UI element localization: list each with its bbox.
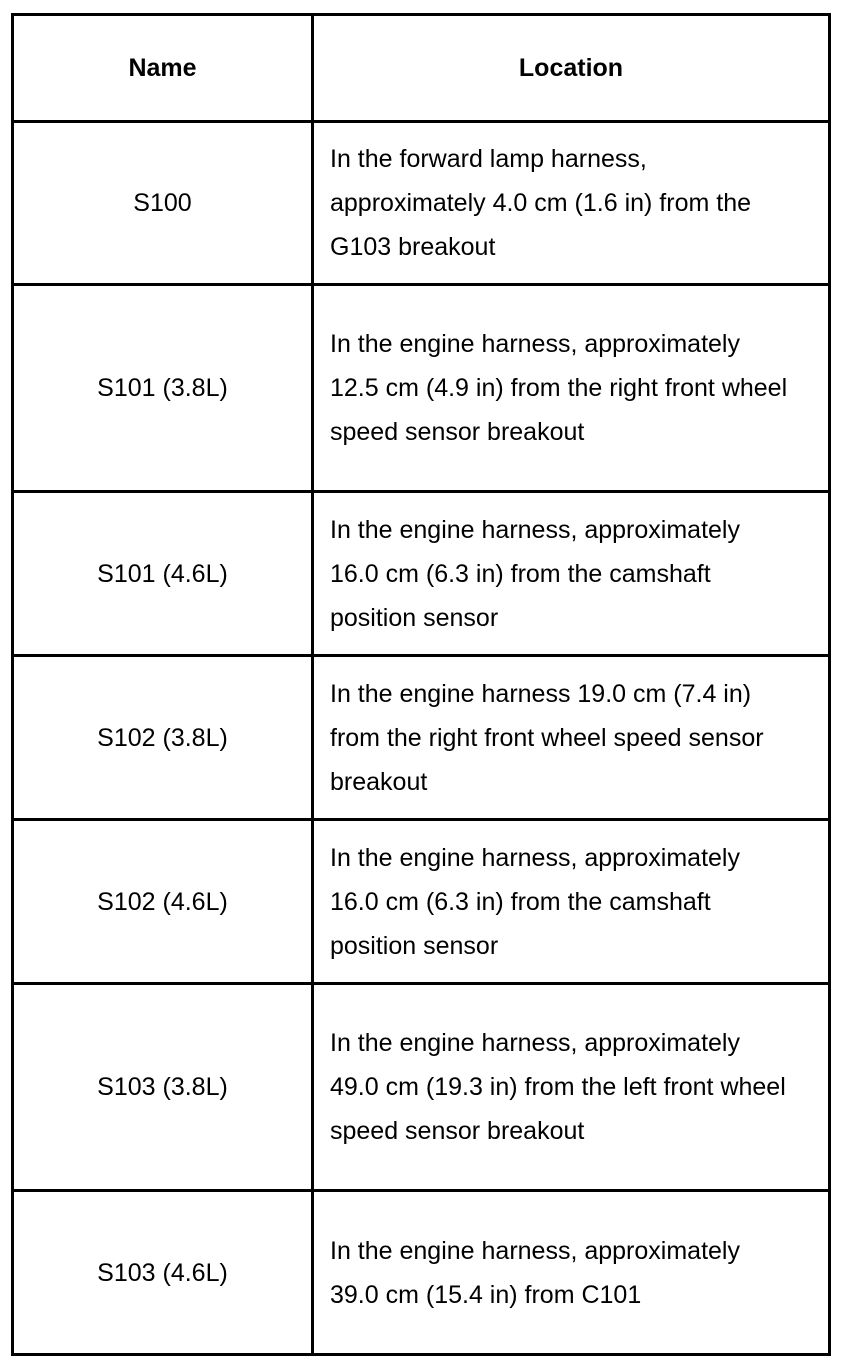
table-row [13, 984, 830, 1191]
splice-location-cell: In the engine harness, approximately 39.0 cm (15.4 in) from C101 [313, 1191, 830, 1355]
splice-location-cell: In the engine harness, approximately 12.5 cm (4.9 in) from the right front wheel speed sensor breakout [313, 285, 830, 492]
splice-location-cell: In the forward lamp harness, approximately 4.0 cm (1.6 in) from the G103 breakout [313, 122, 830, 285]
splice-name-cell: S103 (4.6L) [13, 1191, 313, 1355]
splice-name-cell: S102 (3.8L) [13, 656, 313, 820]
splice-location-cell: In the engine harness, approximately 16.0 cm (6.3 in) from the camshaft position sensor [313, 492, 830, 656]
splice-name-cell: S103 (3.8L) [13, 984, 313, 1191]
splice-name-cell: S101 (3.8L) [13, 285, 313, 492]
column-header-name: Name [13, 15, 313, 122]
splice-name-cell: S102 (4.6L) [13, 820, 313, 984]
table-row [13, 656, 830, 820]
table-row [13, 285, 830, 492]
table-header-row [13, 15, 830, 122]
splice-location-cell: In the engine harness, approximately 16.0 cm (6.3 in) from the camshaft position sensor [313, 820, 830, 984]
table-row [13, 820, 830, 984]
splice-location-table [11, 13, 831, 1356]
splice-location-cell: In the engine harness, approximately 49.0 cm (19.3 in) from the left front wheel speed sensor breakout [313, 984, 830, 1191]
table-row [13, 122, 830, 285]
table-row [13, 1191, 830, 1355]
splice-name-cell: S101 (4.6L) [13, 492, 313, 656]
splice-name-cell: S100 [13, 122, 313, 285]
splice-location-cell: In the engine harness 19.0 cm (7.4 in) from the right front wheel speed sensor breakout [313, 656, 830, 820]
column-header-location: Location [313, 15, 830, 122]
table-row [13, 492, 830, 656]
